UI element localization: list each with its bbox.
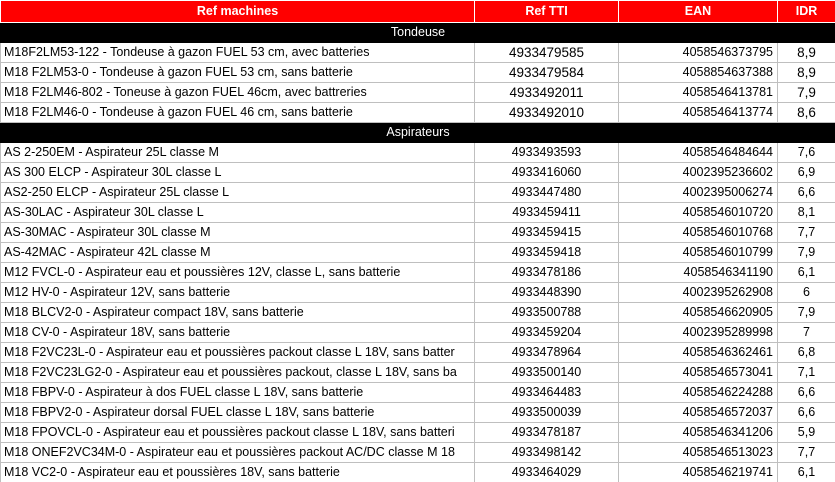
cell-ref-machine[interactable]: M18 F2VC23L-0 - Aspirateur eau et poussières packout classe L 18V, sans batter <box>1 343 475 363</box>
table-row <box>1 343 835 363</box>
table-row <box>1 403 835 423</box>
cell-ref-tti[interactable]: 4933464483 <box>475 383 619 403</box>
header-ean[interactable]: EAN <box>619 1 778 23</box>
cell-ref-tti[interactable]: 4933459411 <box>475 203 619 223</box>
cell-idr[interactable]: 6,9 <box>778 163 835 183</box>
table-row <box>1 283 835 303</box>
cell-idr[interactable]: 8,9 <box>778 63 835 83</box>
cell-idr[interactable]: 7,9 <box>778 303 835 323</box>
cell-idr[interactable]: 7,6 <box>778 143 835 163</box>
cell-idr[interactable]: 6,1 <box>778 263 835 283</box>
cell-ref-machine[interactable]: M18 F2LM53-0 - Tondeuse à gazon FUEL 53 cm, sans batterie <box>1 63 475 83</box>
cell-ref-machine[interactable]: M18 ONEF2VC34M-0 - Aspirateur eau et poussières packout AC/DC classe M 18 <box>1 443 475 463</box>
table-row <box>1 303 835 323</box>
cell-ref-tti[interactable]: 4933459204 <box>475 323 619 343</box>
cell-ref-tti[interactable]: 4933492011 <box>475 83 619 103</box>
cell-ref-tti[interactable]: 4933500039 <box>475 403 619 423</box>
cell-ref-machine[interactable]: M18 CV-0 - Aspirateur 18V, sans batterie <box>1 323 475 343</box>
cell-idr[interactable]: 6,8 <box>778 343 835 363</box>
cell-idr[interactable]: 5,9 <box>778 423 835 443</box>
cell-ref-machine[interactable]: AS-30LAC - Aspirateur 30L classe L <box>1 203 475 223</box>
cell-ean[interactable]: 4058546219741 <box>619 463 778 482</box>
cell-idr[interactable]: 7,7 <box>778 223 835 243</box>
section-title[interactable]: Aspirateurs <box>1 123 835 143</box>
cell-ref-machine[interactable]: M18 F2LM46-802 - Toneuse à gazon FUEL 46cm, avec battreries <box>1 83 475 103</box>
cell-ean[interactable]: 4058854637388 <box>619 63 778 83</box>
cell-ref-machine[interactable]: M18 F2VC23LG2-0 - Aspirateur eau et poussières packout, classe L 18V, sans ba <box>1 363 475 383</box>
cell-ref-machine[interactable]: M18 FPOVCL-0 - Aspirateur eau et poussières packout classe L 18V, sans batteri <box>1 423 475 443</box>
cell-idr[interactable]: 7,1 <box>778 363 835 383</box>
cell-ref-tti[interactable]: 4933448390 <box>475 283 619 303</box>
cell-ean[interactable]: 4058546224288 <box>619 383 778 403</box>
cell-idr[interactable]: 8,9 <box>778 43 835 63</box>
table-row <box>1 203 835 223</box>
header-ref-tti[interactable]: Ref TTI <box>475 1 619 23</box>
cell-ean[interactable]: 4058546413774 <box>619 103 778 123</box>
cell-ean[interactable]: 4058546573041 <box>619 363 778 383</box>
table-row <box>1 423 835 443</box>
cell-ref-tti[interactable]: 4933459418 <box>475 243 619 263</box>
cell-ean[interactable]: 4058546341206 <box>619 423 778 443</box>
cell-idr[interactable]: 7,9 <box>778 243 835 263</box>
cell-ean[interactable]: 4058546010799 <box>619 243 778 263</box>
cell-ref-machine[interactable]: M12 FVCL-0 - Aspirateur eau et poussières 12V, classe L, sans batterie <box>1 263 475 283</box>
cell-ean[interactable]: 4002395289998 <box>619 323 778 343</box>
cell-ean[interactable]: 4058546413781 <box>619 83 778 103</box>
section-row-aspirateurs <box>1 123 835 143</box>
table-row <box>1 223 835 243</box>
cell-ref-machine[interactable]: M18 BLCV2-0 - Aspirateur compact 18V, sans batterie <box>1 303 475 323</box>
cell-ref-machine[interactable]: AS-30MAC - Aspirateur 30L classe M <box>1 223 475 243</box>
table-row <box>1 103 835 123</box>
table-row <box>1 143 835 163</box>
cell-ref-tti[interactable]: 4933492010 <box>475 103 619 123</box>
cell-ref-tti[interactable]: 4933416060 <box>475 163 619 183</box>
cell-ref-tti[interactable]: 4933478187 <box>475 423 619 443</box>
cell-ean[interactable]: 4058546373795 <box>619 43 778 63</box>
table-row <box>1 443 835 463</box>
cell-ean[interactable]: 4002395236602 <box>619 163 778 183</box>
cell-ref-tti[interactable]: 4933500788 <box>475 303 619 323</box>
cell-ean[interactable]: 4058546010720 <box>619 203 778 223</box>
cell-ean[interactable]: 4058546513023 <box>619 443 778 463</box>
cell-ean[interactable]: 4002395262908 <box>619 283 778 303</box>
cell-idr[interactable]: 7,7 <box>778 443 835 463</box>
cell-ean[interactable]: 4058546620905 <box>619 303 778 323</box>
cell-ref-tti[interactable]: 4933478964 <box>475 343 619 363</box>
cell-ref-tti[interactable]: 4933479585 <box>475 43 619 63</box>
table-row <box>1 323 835 343</box>
table-row <box>1 43 835 63</box>
table-row <box>1 383 835 403</box>
cell-ean[interactable]: 4058546484644 <box>619 143 778 163</box>
cell-idr[interactable]: 6,1 <box>778 463 835 482</box>
cell-ref-machine[interactable]: M18 VC2-0 - Aspirateur eau et poussières 18V, sans batterie <box>1 463 475 482</box>
cell-ref-tti[interactable]: 4933479584 <box>475 63 619 83</box>
cell-ref-machine[interactable]: AS 300 ELCP - Aspirateur 30L classe L <box>1 163 475 183</box>
cell-ref-machine[interactable]: AS 2-250EM - Aspirateur 25L classe M <box>1 143 475 163</box>
cell-ean[interactable]: 4058546010768 <box>619 223 778 243</box>
section-row-tondeuse <box>1 23 835 43</box>
table-row <box>1 463 835 482</box>
cell-ref-tti[interactable]: 4933498142 <box>475 443 619 463</box>
cell-idr[interactable]: 8,6 <box>778 103 835 123</box>
cell-ref-machine[interactable]: M12 HV-0 - Aspirateur 12V, sans batterie <box>1 283 475 303</box>
header-row <box>1 1 835 23</box>
cell-idr[interactable]: 6,6 <box>778 383 835 403</box>
cell-idr[interactable]: 6,6 <box>778 403 835 423</box>
table-row <box>1 363 835 383</box>
section-title[interactable]: Tondeuse <box>1 23 835 43</box>
cell-idr[interactable]: 8,1 <box>778 203 835 223</box>
cell-ref-tti[interactable]: 4933500140 <box>475 363 619 383</box>
cell-ean[interactable]: 4058546362461 <box>619 343 778 363</box>
cell-ean[interactable]: 4058546341190 <box>619 263 778 283</box>
cell-idr[interactable]: 7 <box>778 323 835 343</box>
table-row <box>1 263 835 283</box>
cell-ref-tti[interactable]: 4933459415 <box>475 223 619 243</box>
table-row <box>1 83 835 103</box>
header-idr[interactable]: IDR <box>778 1 835 23</box>
cell-ref-machine[interactable]: M18 F2LM46-0 - Tondeuse à gazon FUEL 46 cm, sans batterie <box>1 103 475 123</box>
header-ref-machines[interactable]: Ref machines <box>1 1 475 23</box>
table-row <box>1 63 835 83</box>
cell-ref-machine[interactable]: AS2-250 ELCP - Aspirateur 25L classe L <box>1 183 475 203</box>
table-row <box>1 183 835 203</box>
cell-ref-machine[interactable]: M18F2LM53-122 - Tondeuse à gazon FUEL 53 cm, avec batteries <box>1 43 475 63</box>
cell-ref-tti[interactable]: 4933478186 <box>475 263 619 283</box>
cell-ean[interactable]: 4058546572037 <box>619 403 778 423</box>
cell-ref-tti[interactable]: 4933493593 <box>475 143 619 163</box>
cell-ean[interactable]: 4002395006274 <box>619 183 778 203</box>
table-row <box>1 163 835 183</box>
cell-ref-machine[interactable]: M18 FBPV-0 - Aspirateur à dos FUEL classe L 18V, sans batterie <box>1 383 475 403</box>
cell-ref-machine[interactable]: AS-42MAC - Aspirateur 42L classe M <box>1 243 475 263</box>
cell-idr[interactable]: 6,6 <box>778 183 835 203</box>
cell-ref-tti[interactable]: 4933464029 <box>475 463 619 482</box>
cell-idr[interactable]: 7,9 <box>778 83 835 103</box>
cell-idr[interactable]: 6 <box>778 283 835 303</box>
cell-ref-machine[interactable]: M18 FBPV2-0 - Aspirateur dorsal FUEL classe L 18V, sans batterie <box>1 403 475 423</box>
cell-ref-tti[interactable]: 4933447480 <box>475 183 619 203</box>
table-row <box>1 243 835 263</box>
